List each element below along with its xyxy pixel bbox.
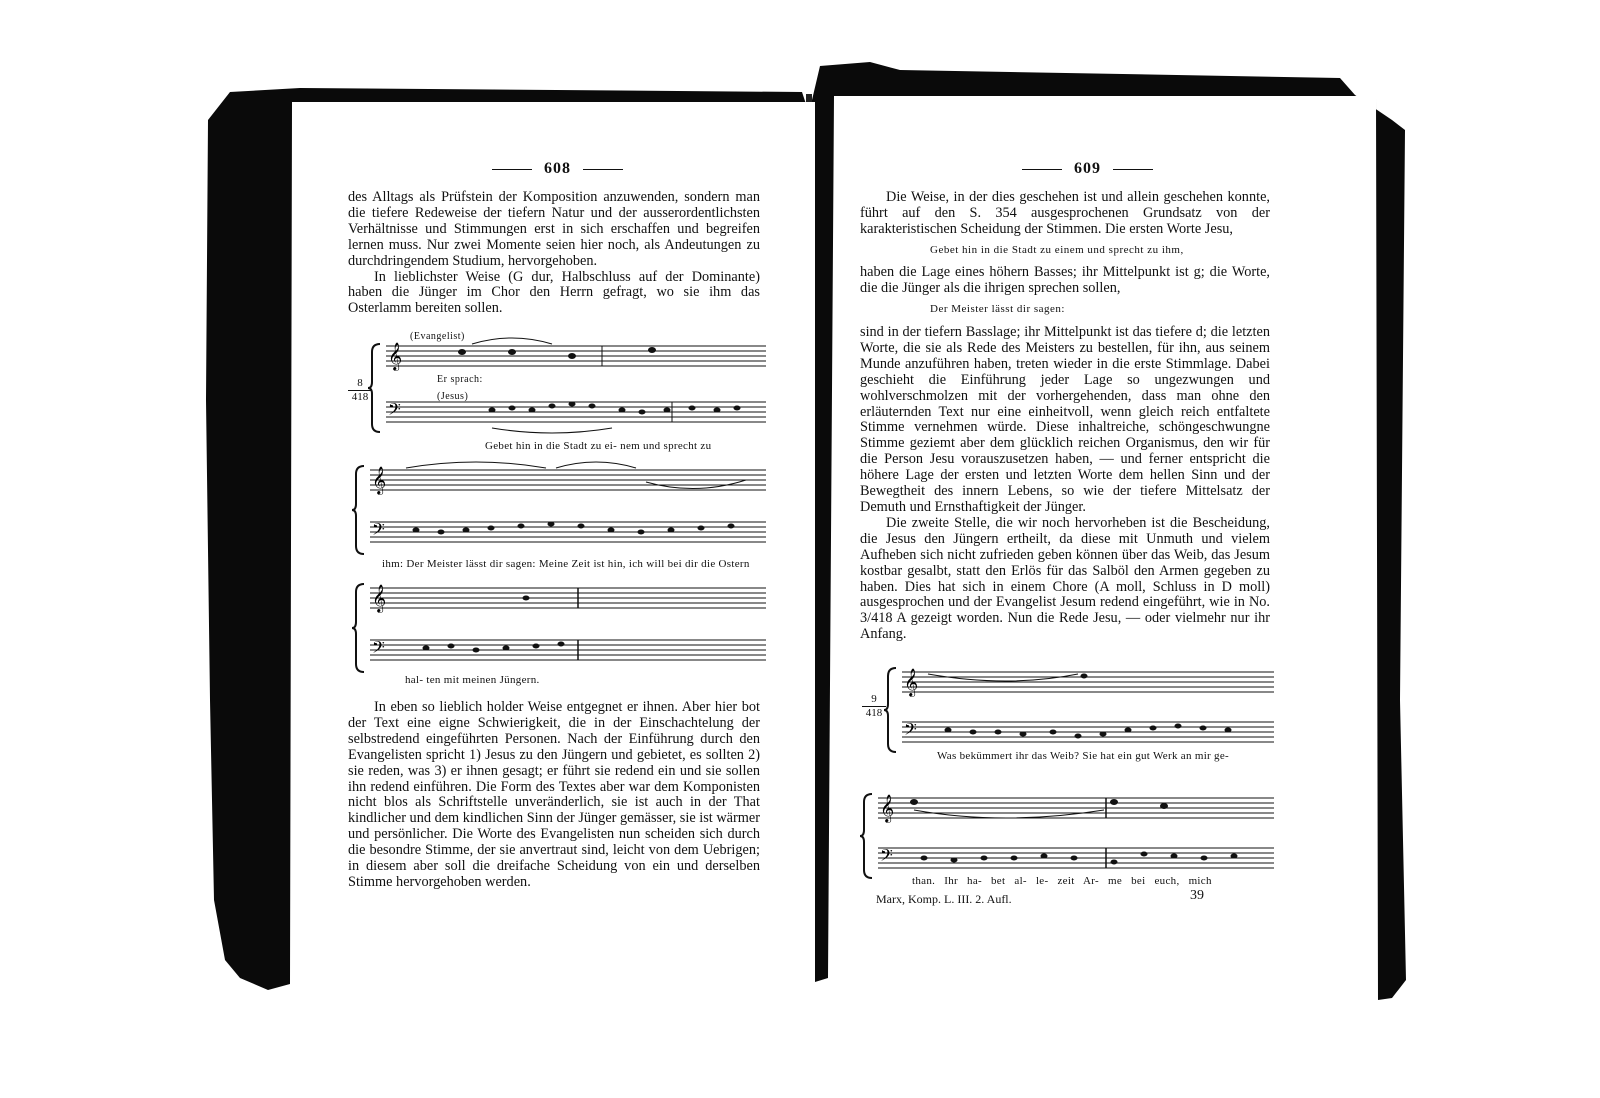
lyrics-line: hal- ten mit meinen Jüngern.	[405, 674, 540, 686]
music-system-4	[888, 662, 1278, 758]
example-number	[348, 377, 372, 404]
lyrics-line: ihm: Der Meister lässt dir sagen: Meine Zeit ist hin, ich will bei dir die Ostern	[382, 558, 750, 570]
paragraph: sind in der tiefern Basslage; ihr Mittelpunkt ist das tiefere d; die letzten Worte, die sie als Rede des Meisters zu bestellen, für ihn, aus seinem Munde anzuführen haben, treten wieder in die erste Stimmlage. Dabei geschieht die Einführung jeder Lage so ungezwungen und wohlverschmolzen mit der vorhergehenden, dass man ohne den erläuternden Text nur eine einheitvoll, wenn gleich reich entfaltete Stimme vernehmen würde. Diese inhaltreiche, schöngeschwungne Stimme geziemt aber dem glücklich reichen Organismus, den wir für die Person Jesu vorauszusetzen haben, — und ferner entspricht die höhere Lage der ersten und letzten Worte dem hellen Sinn und der Bewegtheit des innern Lebens, so wie der tiefere Mittelsatz der Demuth und Ernsthaftigkeit der Jünger.	[860, 324, 1270, 515]
treble-clef-icon: 𝄞	[372, 586, 387, 612]
bass-clef-icon: 𝄢	[904, 721, 917, 743]
lyrics-line: Was bekümmert ihr das Weib? Sie hat ein gut Werk an mir ge-	[937, 750, 1230, 762]
bass-clef-icon: 𝄢	[388, 401, 401, 423]
example-number-top: 9	[871, 693, 877, 705]
paragraph: Die zweite Stelle, die wir noch hervorheben ist die Bescheidung, die Jesus den Jüngern ertheilt, da diese mit Unmuth und vielem Aufheben sich nicht zufrieden geben können über das Weib, das Jesum kostbar gesalbt, statt den Erlös für das Salböl den Armen gegeben zu haben. Dies hat sich in einem Chore (A moll, Schluss in D moll) ausgesprochen und der Evangelist Jesum redend eingeführt, wie in No. 3/418 A gezeigt worden. Nun die Rede Jesu, — oder vielmehr nur ihr Anfang.	[860, 514, 1270, 643]
page-number: 609	[1010, 160, 1165, 178]
left-page	[292, 102, 815, 984]
label-er-sprach: Er sprach:	[437, 374, 483, 385]
example-number-bottom: 418	[348, 390, 372, 404]
signature-mark: 39	[1190, 888, 1204, 903]
label-jesus: (Jesus)	[437, 391, 469, 402]
treble-clef-icon: 𝄞	[388, 344, 403, 370]
left-text-top	[348, 190, 760, 317]
music-system-5	[864, 788, 1278, 882]
right-page	[834, 96, 1376, 998]
lyrics-line: Gebet hin in die Stadt zu ei- nem und sprecht zu	[485, 440, 712, 452]
label-evangelist: (Evangelist)	[410, 331, 465, 342]
example-number-top: 8	[357, 377, 363, 389]
paragraph: haben die Lage eines höhern Basses; ihr Mittelpunkt ist g; die Worte, die die Jünger als die ihrigen sprechen sollen,	[860, 264, 1270, 296]
paragraph: Die Weise, in der dies geschehen ist und allein geschehen konnte, führt auf den S. 354 ausgesprochenen Grundsatz von der karakteristischen Scheidung der Stimmen. Die ersten Worte Jesu,	[860, 189, 1270, 237]
paragraph: des Alltags als Prüfstein der Komposition anzuwenden, sondern man die tiefere Redeweise der tiefern Natur und der ausserordentlichsten Verhältnisse und Stimmungen erst in sich erschaffen und begreifen lernen muss. Nur zwei Momente seien hier noch, als Andeutungen zu durchdringendem Studium, hervorgehoben.	[348, 189, 760, 269]
music-system-1	[372, 338, 772, 438]
example-number	[862, 693, 886, 720]
right-text-main	[860, 325, 1270, 643]
treble-clef-icon: 𝄞	[904, 670, 919, 696]
bass-clef-icon: 𝄢	[372, 521, 385, 543]
treble-clef-icon: 𝄞	[880, 796, 895, 822]
bass-clef-icon: 𝄢	[880, 847, 893, 869]
paragraph: In lieblichster Weise (G dur, Halbschluss auf der Dominante) haben die Jünger im Chor den Herrn gefragt, wo sie ihm das Osterlamm bereiten sollen.	[348, 268, 760, 317]
bass-clef-icon: 𝄢	[372, 639, 385, 661]
footer-imprint: Marx, Komp. L. III. 2. Aufl.	[876, 892, 1012, 906]
example-number-bottom: 418	[862, 706, 886, 720]
page-number: 608	[480, 160, 635, 178]
lyrics-line: than. Ihr ha- bet al- le- zeit Ar- me bei euch, mich	[912, 875, 1212, 887]
right-text-middle	[860, 265, 1270, 297]
left-text-bottom	[348, 700, 760, 891]
quote-line: Der Meister lässt dir sagen:	[930, 303, 1065, 315]
treble-clef-icon: 𝄞	[372, 468, 387, 494]
music-system-3	[356, 578, 772, 678]
right-text-top	[860, 190, 1270, 238]
paragraph: In eben so lieblich holder Weise entgegnet er ihnen. Aber hier bot der Text eine eigne Schwierigkeit, die in der Einschachtelung der selbstredend eingeführten Personen. Nach der Einführung durch den Evangelisten spricht 1) Jesus zu den Jüngern und gebietet, es sollten 2) sie reden, was 3) er ihnen gesagt; er führt sie redend ein und sie sollen ihn redend einführen. Die Form des Textes aber war dem Komponisten nicht blos als Schriftstelle unveränderlich, sie ist auch in der That kindlicher und dem kindlichen Sinn der Jünger gemässer, sie ist wärmer und persönlicher. Die Worte des Evangelisten nun scheiden sich durch die besondre Stimme, der sie anvertraut sind, leicht von dem Uebrigen; in diesem aber soll die dreifache Scheidung von ein und derselben Stimme hervorgehoben werden.	[348, 699, 760, 890]
quote-line: Gebet hin in die Stadt zu einem und sprecht zu ihm,	[930, 244, 1184, 256]
music-system-2	[356, 460, 772, 560]
